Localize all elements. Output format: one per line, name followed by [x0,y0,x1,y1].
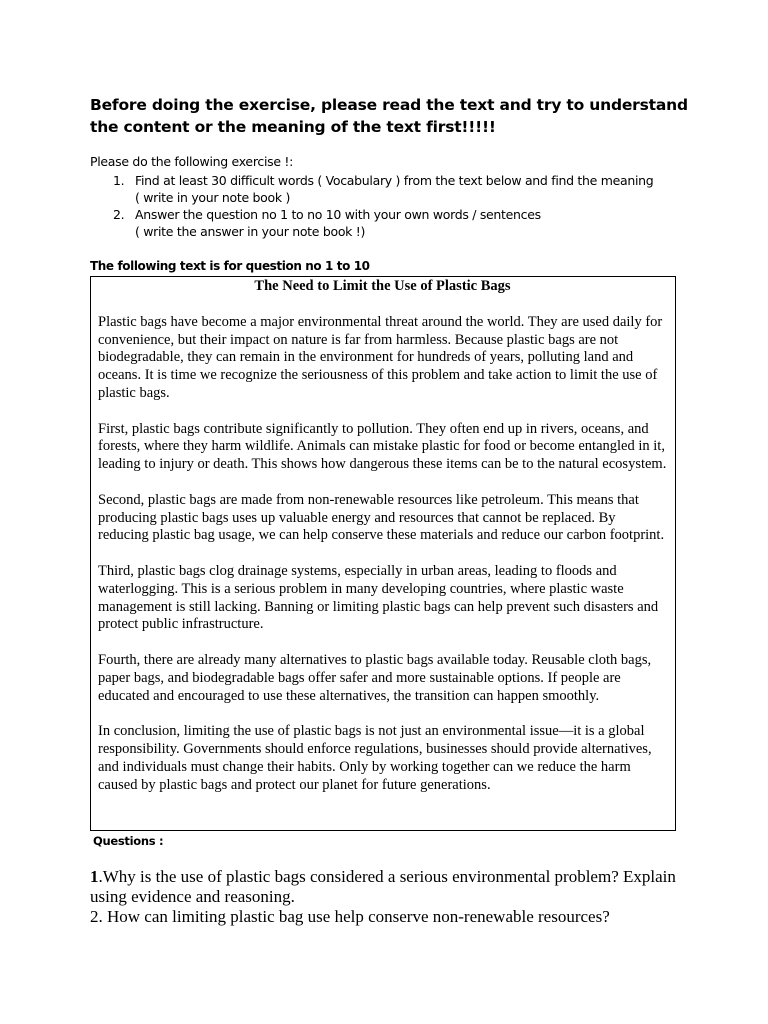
passage-paragraph: Plastic bags have become a major environmental threat around the world. They are used daily for convenience, but their impact on nature is far from harmless. Because plastic bags are not biodegradable, they can remain in the environment for hundreds of years, polluting land and oceans. It is time we recognize the seriousness of this problem and take action to limit the use of plastic bags. [98,313,663,401]
question-number: 1 [90,867,99,886]
page-heading: Before doing the exercise, please read the text and try to understand the content or the meaning of the text first!!!!! [90,96,688,136]
passage-paragraph: Fourth, there are already many alternatives to plastic bags available today. Reusable cloth bags, paper bags, and biodegradable bags offer safer and more sustainable options. If people are educated and encouraged to use these alternatives, the transition can happen smoothly. [98,651,652,704]
question-number: 2. [90,907,103,926]
passage-label: The following text is for question no 1 to 10 [90,259,370,273]
instruction-item [113,206,673,240]
question-item [90,867,710,907]
passage-paragraph: Second, plastic bags are made from non-renewable resources like petroleum. This means that producing plastic bags uses up valuable energy and resources that cannot be replaced. By reducing plastic bag usage, we can help conserve these materials and reduce our carbon footprint. [98,491,665,544]
instruction-item [113,172,673,206]
instruction-text: Find at least 30 difficult words ( Vocabulary ) from the text below and find the meaning [135,173,654,188]
question-text: .Why is the use of plastic bags considered a serious environmental problem? Explain using evidence and reasoning. [90,867,676,906]
passage-paragraph: First, plastic bags contribute significantly to pollution. They often end up in rivers, oceans, and forests, where they harm wildlife. Animals can mistake plastic for food or become entangled in it, leading to injury or death. This shows how dangerous these items can be to the natural ecosystem. [98,420,667,473]
instruction-note: ( write the answer in your note book !) [135,224,366,239]
instruction-note: ( write in your note book ) [135,190,291,205]
passage-box [90,276,676,831]
exercise-intro: Please do the following exercise !: [90,154,294,169]
question-item [90,907,710,927]
questions-label: Questions : [93,834,164,848]
question-text: How can limiting plastic bag use help conserve non-renewable resources? [102,907,610,926]
question-list [90,867,710,927]
instruction-text: Answer the question no 1 to no 10 with your own words / sentences [135,207,541,222]
instruction-list [113,172,673,240]
passage-title: The Need to Limit the Use of Plastic Bags [254,278,511,294]
passage-paragraph: In conclusion, limiting the use of plastic bags is not just an environmental issue—it is a global responsibility. Governments should enforce regulations, businesses should provide alternatives, and individuals must change their habits. Only by working together can we reduce the harm caused by plastic bags and protect our planet for future generations. [98,723,652,793]
instruction-number: 2. [113,207,125,222]
instruction-number: 1. [113,173,125,188]
passage-paragraph: Third, plastic bags clog drainage systems, especially in urban areas, leading to floods and waterlogging. This is a serious problem in many developing countries, where plastic waste management is still lacking. Banning or limiting plastic bags can help prevent such disasters and protect public infrastructure. [98,562,659,633]
